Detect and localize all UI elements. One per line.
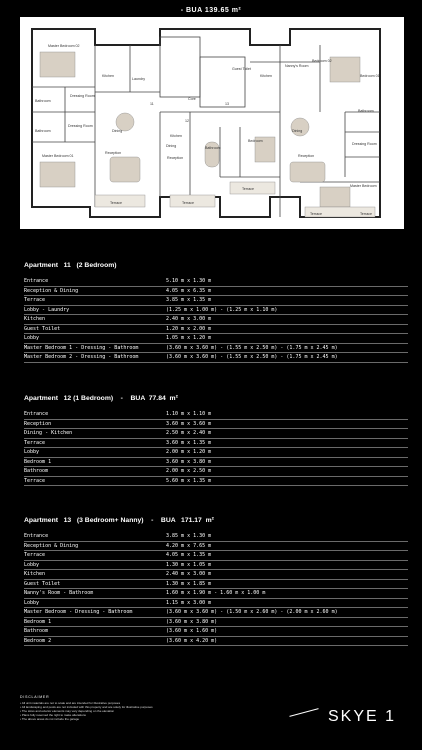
label-laundry: Laundry [132,77,145,81]
table-row [24,296,408,306]
room-name: Terrace [24,551,164,561]
header-bua: - BUA 139.65 m² [180,7,242,14]
table-row [24,476,408,486]
table-row [24,343,408,353]
disclaimer [20,695,210,721]
room-dimensions: 4.05 m x 6.35 m [164,286,408,296]
label-nannys-room: Nanny's Room [285,64,309,68]
table-row [24,438,408,448]
table-row [24,598,408,608]
room-dimensions: (3.60 m x 1.60 m) [164,627,408,637]
room-dimensions: 4.20 m x 7.65 m [164,541,408,551]
label-master-bedroom-r: Master Bedroom [350,184,377,188]
room-dimensions: 5.10 m x 1.30 m [164,277,408,286]
table-row [24,551,408,561]
room-name: Lobby [24,560,164,570]
table-row [24,334,408,344]
room-dimensions: 1.30 m x 1.85 m [164,579,408,589]
table-row [24,315,408,325]
room-dimensions: (3.60 m x 3.60 m) - (1.50 m x 2.60 m) - (2.00 m x 2.60 m) [164,608,408,618]
label-terrace-mid: Terrace [242,187,254,191]
label-bathroom-tl: Bathroom [35,99,51,103]
room-dimensions: 3.85 m x 1.30 m [164,532,408,541]
label-terrace-12: Terrace [182,201,194,205]
room-dimensions: (3.60 m x 4.20 m) [164,636,408,646]
room-dimensions: (3.60 m x 3.60 m) - (1.55 m x 2.50 m) - (1.75 m x 2.45 m) [164,353,408,363]
table-row [24,305,408,315]
room-dimensions: 3.85 m x 1.35 m [164,296,408,306]
label-dining-12: Dining [166,144,177,148]
label-bathroom-12: Bathroom [205,146,221,150]
room-name: Dining - Kitchen [24,429,164,439]
room-name: Entrance [24,277,164,286]
label-reception-12: Reception [167,156,184,160]
label-kitchen-l: Kitchen [102,74,114,78]
table-row [24,532,408,541]
room-dimensions: 1.15 m x 3.00 m [164,598,408,608]
room-name: Bedroom 1 [24,617,164,627]
table-row [24,277,408,286]
apartment-12-section [24,395,408,486]
label-kitchen-r: Kitchen [260,74,272,78]
table-row [24,541,408,551]
table-row [24,617,408,627]
room-dimensions: 3.60 m x 1.35 m [164,438,408,448]
label-dining-l: Dining [112,129,123,133]
room-name: Master Bedroom 2 - Dressing - Bathroom [24,353,164,363]
table-row [24,324,408,334]
room-name: Nanny's Room - Bathroom [24,589,164,599]
room-dimensions: (3.60 m x 3.60 m) - (1.55 m x 2.50 m) - (1.75 m x 2.45 m) [164,343,408,353]
label-dressing-room-l2: Dressing Room [68,124,93,128]
table-row [24,570,408,580]
room-dimensions: 2.40 m x 3.00 m [164,570,408,580]
room-dimensions: 2.50 m x 2.40 m [164,429,408,439]
table-row [24,410,408,419]
apartment-11-title: Apartment 11 (2 Bedroom) [24,262,117,269]
apartment-11-section [24,262,408,363]
room-dimensions: 1.10 m x 1.10 m [164,410,408,419]
room-name: Kitchen [24,570,164,580]
room-name: Entrance [24,410,164,419]
room-dimensions: 2.00 m x 2.50 m [164,467,408,477]
room-dimensions: 1.60 m x 1.90 m - 1.60 m x 1.00 m [164,589,408,599]
table-row [24,286,408,296]
room-name: Bathroom [24,467,164,477]
label-guest-toilet: Guest Toilet [232,67,251,71]
table-row [24,457,408,467]
table-row [24,429,408,439]
label-kitchen-12: Kitchen [170,134,182,138]
label-dining-r: Dining [292,129,303,133]
table-row [24,589,408,599]
room-dimensions: 2.00 m x 1.20 m [164,448,408,458]
label-terrace-l: Terrace [110,201,122,205]
room-name: Bathroom [24,627,164,637]
room-name: Bedroom 1 [24,457,164,467]
floor-plan [20,17,404,229]
label-master-bedroom-02: Master Bedroom 02 [48,44,80,48]
room-dimensions: 1.20 m x 2.00 m [164,324,408,334]
disclaimer-line: • All unit materials are not to scale and are intended for illustrative purposes [20,701,121,705]
room-name: Reception [24,419,164,429]
room-dimensions: (3.60 m x 3.80 m) [164,617,408,627]
table-row [24,636,408,646]
room-name: Master Bedroom - Dressing - Bathroom [24,608,164,618]
label-dressing-room-tl: Dressing Room [70,94,95,98]
room-dimensions: 4.05 m x 1.35 m [164,551,408,561]
room-dimensions: (1.25 m x 1.00 m) - (1.25 m x 1.10 m) [164,305,408,315]
room-name: Guest Toilet [24,579,164,589]
table-row [24,627,408,637]
room-name: Master Bedroom 1 - Dressing - Bathroom [24,343,164,353]
label-apartment-12: 12 [185,119,189,123]
label-bedroom-02-r: Bedroom 02 [312,59,332,63]
room-name: Lobby [24,448,164,458]
room-name: Reception & Dining [24,286,164,296]
room-dimensions: 1.30 m x 1.05 m [164,560,408,570]
room-name: Bedroom 2 [24,636,164,646]
room-name: Kitchen [24,315,164,325]
apartment-12-title: Apartment 12 (1 Bedroom) - BUA 77.84 m² [24,395,178,402]
room-name: Entrance [24,532,164,541]
table-row [24,353,408,363]
room-name: Lobby [24,334,164,344]
disclaimer-title: DISCLAIMER [20,695,50,699]
room-name: Guest Toilet [24,324,164,334]
apartment-12-table [24,410,408,486]
table-row [24,579,408,589]
disclaimer-line: • The above areas do not include the garage [20,717,80,721]
apartment-11-table [24,277,408,363]
room-name: Reception & Dining [24,541,164,551]
room-name: Lobby [24,598,164,608]
label-bedroom-01-r: Bedroom 01 [360,74,380,78]
brand-logo: SKYE 1 [327,708,396,725]
apartment-13-section [24,517,408,646]
room-name: Terrace [24,438,164,448]
table-row [24,560,408,570]
brand-slash [289,708,318,717]
disclaimer-line: • The sizes and exterior elements may vary depending on the elevation [20,709,115,713]
room-dimensions: 2.40 m x 3.00 m [164,315,408,325]
label-apartment-13: 13 [225,102,229,106]
room-dimensions: 3.60 m x 3.60 m [164,419,408,429]
apartment-13-title: Apartment 13 (3 Bedroom+ Nanny) - BUA 171.17 m² [24,517,214,524]
label-bathroom-r: Bathroom [358,109,374,113]
apartment-13-table [24,532,408,646]
label-apartment-11: 11 [150,102,154,106]
room-name: Terrace [24,476,164,486]
label-terrace-r2: Terrace [360,212,372,216]
disclaimer-line: • Plans fully reserved the right to make alterations [20,713,86,717]
table-row [24,467,408,477]
disclaimer-line: • All landscaping and pools are not included with this property and are solely for illustrative purposes [20,705,153,709]
label-terrace-r: Terrace [310,212,322,216]
table-row [24,608,408,618]
room-dimensions: 3.60 m x 3.80 m [164,457,408,467]
label-reception-l: Reception [105,151,122,155]
label-reception-r: Reception [298,154,315,158]
room-dimensions: 1.05 m x 1.20 m [164,334,408,344]
label-master-bedroom-01-l: Master Bedroom 01 [42,154,74,158]
table-row [24,419,408,429]
room-name: Terrace [24,296,164,306]
label-bathroom-l2: Bathroom [35,129,51,133]
room-dimensions: 5.60 m x 1.35 m [164,476,408,486]
room-name: Lobby - Laundry [24,305,164,315]
label-dressing-room-r: Dressing Room [352,142,377,146]
label-bedroom-12: Bedroom [248,139,263,143]
label-core: Core [188,97,196,101]
table-row [24,448,408,458]
